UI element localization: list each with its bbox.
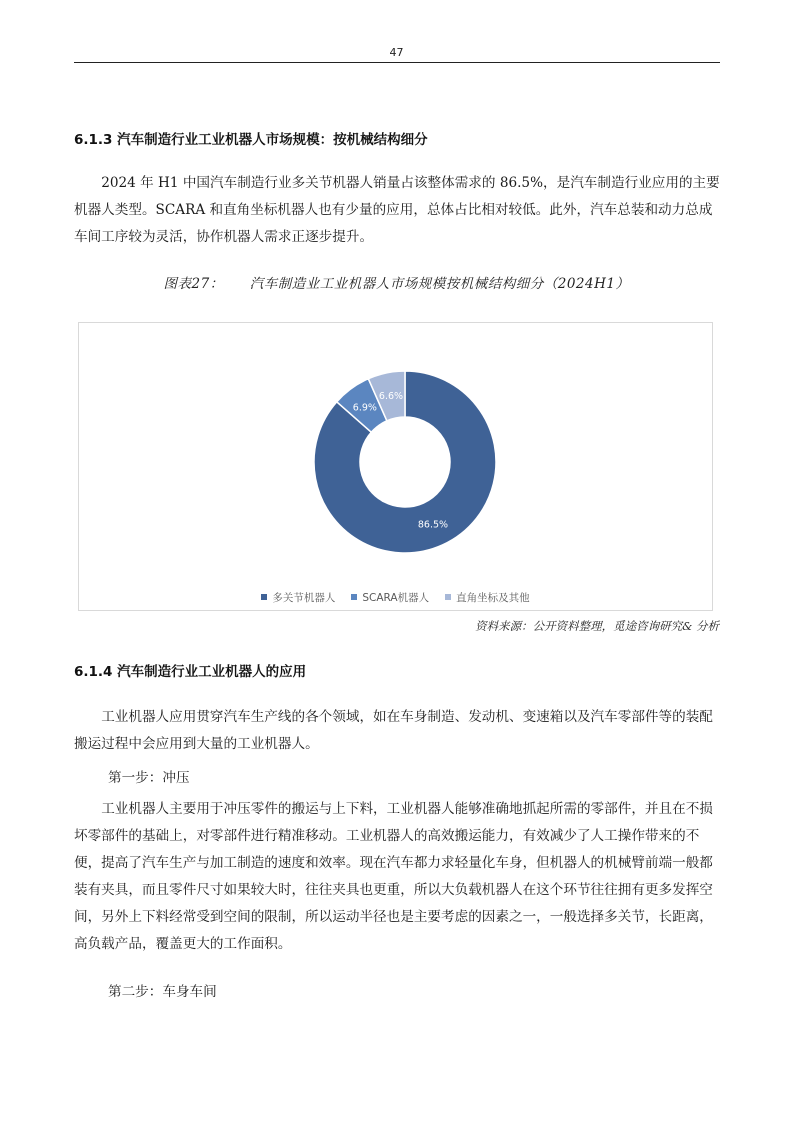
- legend-item-multi-joint: [261, 590, 335, 605]
- header-rule: [74, 62, 720, 63]
- donut-chart: [78, 322, 713, 611]
- donut-chart-svg: [79, 323, 712, 610]
- figure-source: 资料来源：公开资料整理，觅途咨询研究& 分析: [475, 619, 719, 633]
- section-heading-6-1-3: 6.1.3 汽车制造行业工业机器人市场规模：按机械结构细分: [74, 132, 428, 148]
- legend-swatch-multi-joint: [261, 594, 267, 600]
- step-1-paragraph: 工业机器人主要用于冲压零件的搬运与上下料，工业机器人能够准确地抓起所需的零部件，并且在不损坏零部件的基础上，对零部件进行精准移动。工业机器人的高效搬运能力，有效减少了人工操作带来的不便，提高了汽车生产与加工制造的速度和效率。现在汽车都力求轻量化车身，但机器人的机械臂前端一般都装有夹具，而且零件尺寸如果较大时，往往夹具也更重，所以大负载机器人在这个环节往往拥有更多发挥空间，另外上下料经常受到空间的限制，所以运动半径也是主要考虑的因素之一，一般选择多关节，长距离，高负载产品，覆盖更大的工作面积。: [74, 801, 713, 952]
- step-2-title: 第二步：车身车间: [108, 984, 217, 1000]
- legend-item-cartesian-other: [445, 590, 530, 605]
- figure-number: 图表27：: [163, 276, 224, 292]
- page-number: 47: [389, 46, 404, 59]
- chart-legend: [79, 590, 712, 605]
- legend-swatch-cartesian-other: [445, 594, 451, 600]
- figure-title: 汽车制造业工业机器人市场规模按机械结构细分（2024H1）: [249, 276, 630, 292]
- legend-swatch-scara: [351, 594, 357, 600]
- legend-item-scara: [351, 590, 429, 605]
- step-1-title: 第一步：冲压: [108, 770, 190, 786]
- data-label-cartesian-other: 6.6%: [378, 390, 404, 402]
- data-label-multi-joint: 86.5%: [417, 519, 449, 531]
- data-label-scara: 6.9%: [352, 402, 377, 414]
- section-heading-6-1-4: 6.1.4 汽车制造行业工业机器人的应用: [74, 664, 307, 680]
- section-6-1-4-intro: 工业机器人应用贯穿汽车生产线的各个领域，如在车身制造、发动机、变速箱以及汽车零部件等的装配搬运过程中会应用到大量的工业机器人。: [74, 709, 713, 752]
- figure-caption: [0, 272, 793, 292]
- legend-label-scara: SCARA机器人: [362, 592, 430, 604]
- legend-label-multi-joint: 多关节机器人: [272, 592, 336, 604]
- legend-label-cartesian-other: 直角坐标及其他: [456, 592, 530, 604]
- section-6-1-3-paragraph: 2024 年 H1 中国汽车制造行业多关节机器人销量占该整体需求的 86.5%，是汽车制造行业应用的主要机器人类型。SCARA 和直角坐标机器人也有少量的应用，总体占比相对较低。此外，汽车总装和动力总成车间工序较为灵活，协作机器人需求正逐步提升。: [74, 175, 720, 245]
